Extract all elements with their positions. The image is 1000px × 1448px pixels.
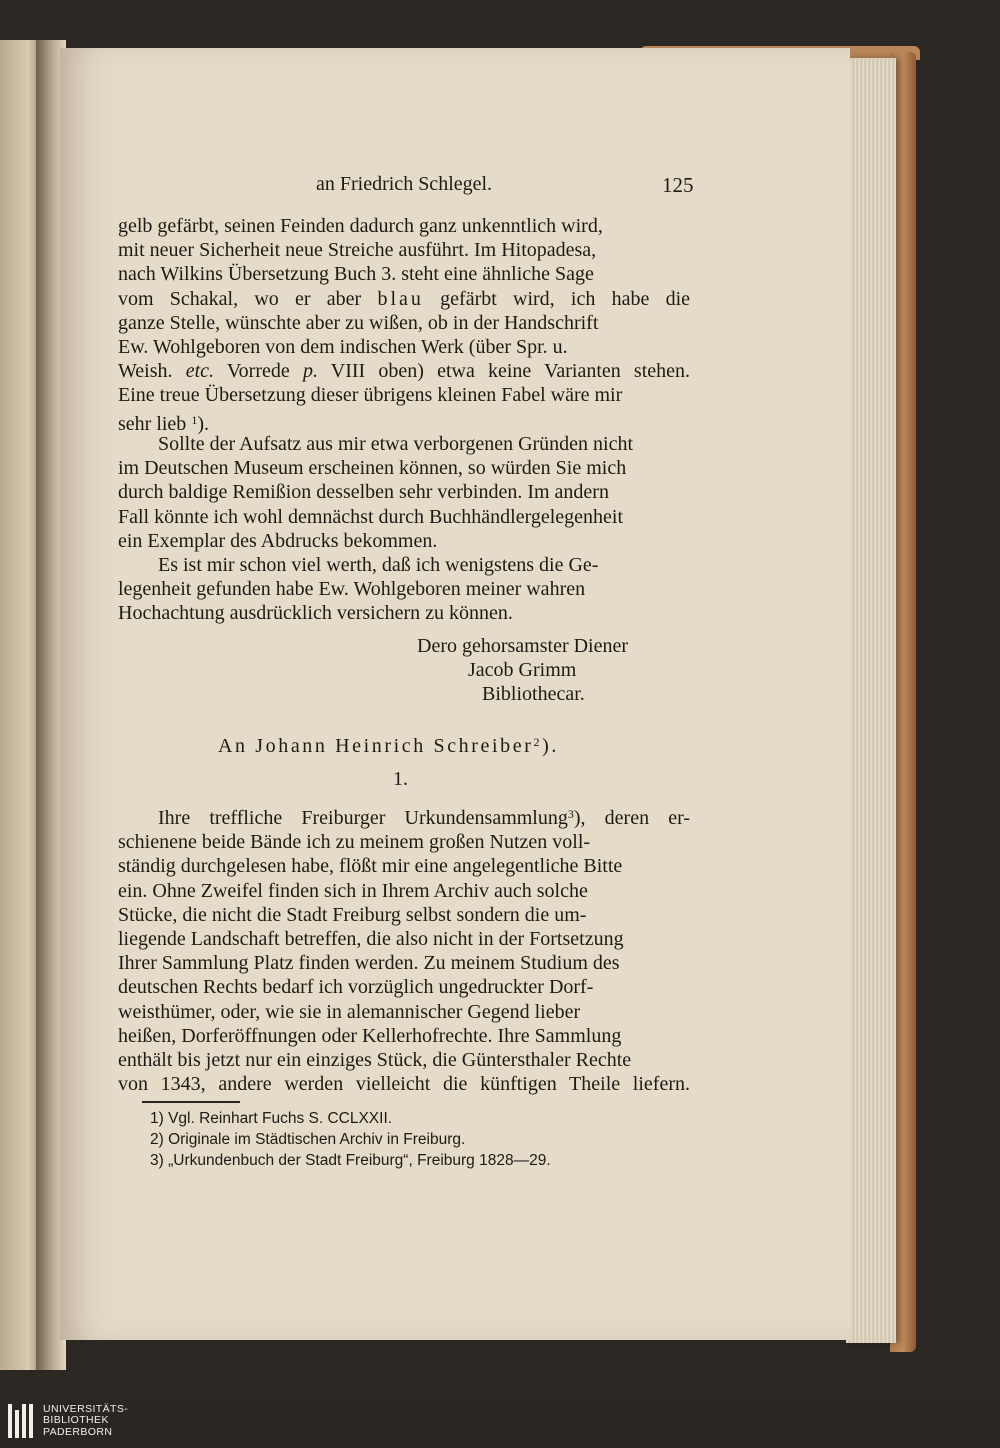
text-line: sehr lieb $^1$).: [118, 412, 209, 435]
text-line: durch baldige Remißion desselben sehr verbinden. Im andern: [118, 481, 609, 504]
text-line: Stücke, die nicht die Stadt Freiburg selbst sondern die um-: [118, 903, 587, 926]
page-stack-edges: [846, 58, 896, 1343]
text-line: schienene beide Bände ich zu meinem großen Nutzen voll-: [118, 831, 591, 854]
footnote-3: 3) „Urkundenbuch der Stadt Freiburg“, Freiburg 1828—29.: [150, 1152, 551, 1169]
facing-page-edge: [0, 40, 40, 1370]
text-line: enthält bis jetzt nur ein einziges Stück, die Güntersthaler Rechte: [118, 1049, 632, 1072]
paragraph-2: [118, 432, 690, 553]
library-logo: [8, 1403, 128, 1439]
text-line: im Deutschen Museum erscheinen können, so würden Sie mich: [118, 457, 627, 480]
text-line: Ew. Wohlgeboren von dem indischen Werk (über Spr. u.: [118, 336, 568, 359]
signature-name: Jacob Grimm: [468, 659, 577, 681]
text-line: nach Wilkins Übersetzung Buch 3. steht eine ähnliche Sage: [118, 263, 594, 286]
paragraph-1: [118, 214, 690, 436]
footnote-rule: [142, 1101, 240, 1103]
text-line: von 1343, andere werden vielleicht die künftigen Theile liefern.: [118, 1073, 690, 1096]
page-number: 125: [662, 173, 694, 197]
emphasis-word: blau: [377, 287, 424, 310]
paragraph-4: [118, 802, 690, 1096]
text-line: Es ist mir schon viel werth, daß ich wenigstens die Ge-: [158, 554, 599, 576]
text-line: Sollte der Aufsatz aus mir etwa verborgenen Gründen nicht: [158, 433, 634, 455]
text-line: ein Exemplar des Abdrucks bekommen.: [118, 529, 438, 552]
text-line: legenheit gefunden habe Ew. Wohlgeboren meiner wahren: [118, 578, 586, 601]
paragraph-3: [118, 553, 690, 626]
text-line: Fall könnte ich wohl demnächst durch Buchhändlergelegenheit: [118, 505, 624, 528]
text-line: Weish. etc. Vorrede p. VIII oben) etwa keine Varianten stehen.: [118, 360, 691, 383]
text-line: Ihre treffliche Freiburger Urkundensammlung$^3$), deren er-: [158, 807, 691, 829]
footnote-1: 1) Vgl. Reinhart Fuchs S. CCLXXII.: [150, 1110, 393, 1127]
footnote-marker: 2: [533, 735, 543, 749]
text-line: ein. Ohne Zweifel finden sich in Ihrem Archiv auch solche: [118, 879, 588, 902]
text-line: ganze Stelle, wünschte aber zu wißen, ob in der Handschrift: [118, 311, 599, 334]
text-line: weisthümer, oder, wie sie in alemannischer Gegend lieber: [118, 1000, 581, 1023]
logo-text: UNIVERSITÄTS- BIBLIOTHEK PADERBORN: [43, 1402, 129, 1438]
text-line: ständig durchgelesen habe, flößt mir eine angelegentliche Bitte: [118, 855, 623, 878]
footnote-marker: 1: [191, 412, 198, 427]
running-head: an Friedrich Schlegel.: [316, 173, 493, 195]
footnote-2: 2) Originale im Städtischen Archiv in Freiburg.: [150, 1131, 466, 1148]
text-line: Ihrer Sammlung Platz finden werden. Zu meinem Studium des: [118, 952, 620, 975]
text-line: Hochachtung ausdrücklich versichern zu können.: [118, 602, 513, 625]
text-line: gelb gefärbt, seinen Feinden dadurch ganz unkenntlich wird,: [118, 215, 603, 237]
text-line: deutschen Rechts bedarf ich vorzüglich ungedruckter Dorf-: [118, 976, 594, 999]
text-line: vom Schakal, wo er aber blau gefärbt wird, ich habe die: [118, 287, 691, 310]
text-line: heißen, Dorferöffnungen oder Kellerhofrechte. Ihre Sammlung: [118, 1024, 622, 1047]
text-line: Eine treue Übersetzung dieser übrigens kleinen Fabel wäre mir: [118, 384, 623, 407]
text-line: liegende Landschaft betreffen, die also nicht in der Fortsetzung: [118, 928, 624, 951]
footnote-marker: 3: [567, 807, 574, 821]
section-number: 1.: [393, 768, 408, 790]
logo-icon: [8, 1404, 33, 1438]
text-line: mit neuer Sicherheit neue Streiche ausführt. Im Hitopadesa,: [118, 239, 597, 262]
signature-title: Bibliothecar.: [482, 683, 585, 705]
letter-heading: An Johann Heinrich Schreiber$^2$).: [218, 735, 559, 757]
signature-closing: Dero gehorsamster Diener: [417, 635, 629, 657]
